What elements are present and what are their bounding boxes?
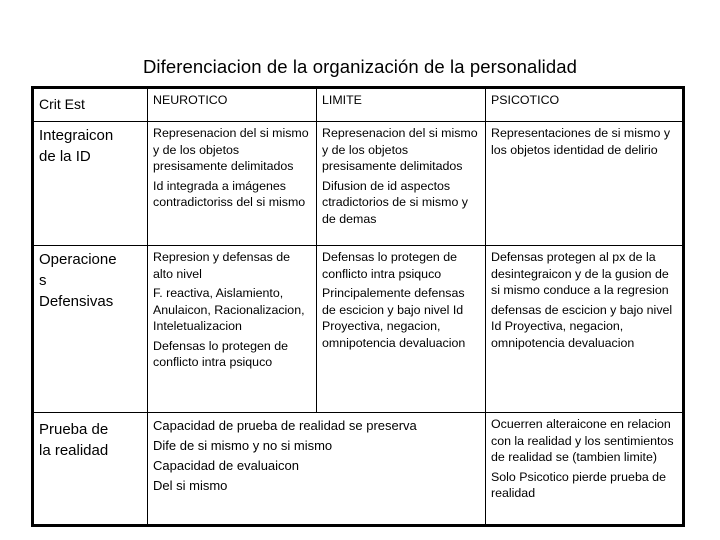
row-label-line: Integraicon	[39, 127, 114, 144]
cell-paragraph: Represenacion del si mismo y de los objetos presisamente delimitados	[322, 126, 478, 173]
cell-realidad-neurotico-limite	[148, 413, 486, 526]
cell-defensas-limite	[317, 246, 486, 413]
table-row	[33, 246, 684, 413]
cell-defensas-neurotico	[148, 246, 317, 413]
cell-integracion-neurotico	[148, 122, 317, 246]
cell-paragraph: defensas de escicion y bajo nivel Id Proyectiva, negacion, omnipotencia devaluacion	[491, 302, 673, 350]
cell-paragraph: Representaciones de si mismo y los objetos identidad de delirio	[491, 126, 671, 157]
cell-paragraph: Ocuerren alteraicone en relacion con la realidad y los sentimientos de realidad se (tambien limite)	[491, 417, 674, 464]
cell-realidad-psicotico	[486, 413, 684, 526]
cell-paragraph: Capacidad de evaluaicon	[153, 458, 299, 473]
page-title: Diferenciacion de la organización de la personalidad	[142, 56, 578, 77]
cell-paragraph: Dife de si mismo y no si mismo	[153, 438, 333, 453]
personality-table	[31, 86, 685, 527]
cell-paragraph: Represion y defensas de alto nivel	[153, 250, 291, 281]
row-label-line: s	[39, 272, 47, 289]
cell-defensas-psicotico	[486, 246, 684, 413]
cell-paragraph: Id integrada a imágenes contradictoriss del si mismo	[153, 178, 306, 209]
header-neurotico: NEUROTICO	[148, 88, 317, 122]
row-label-line: Operacione	[39, 251, 117, 268]
row-label-line: Defensivas	[39, 293, 114, 310]
row-label-line: de la ID	[39, 148, 91, 165]
header-row	[33, 88, 684, 122]
header-crit: Crit Est	[33, 88, 148, 122]
header-limite: LIMITE	[317, 88, 486, 122]
cell-paragraph: Defensas lo protegen de conflicto intra psiquco	[153, 338, 289, 369]
row-label-line: la realidad	[39, 442, 109, 459]
cell-paragraph: F. reactiva, Aislamiento, Anulaicon, Racionalizacion, Inteletualizacion	[153, 286, 305, 333]
table-row	[33, 413, 684, 526]
cell-paragraph: Difusion de id aspectos ctradictorios de si mismo y de demas	[322, 178, 468, 226]
cell-integracion-psicotico	[486, 122, 684, 246]
cell-paragraph: Del si mismo	[153, 478, 228, 493]
row-label-defensas	[33, 246, 148, 413]
cell-paragraph: Defensas lo protegen de conflicto intra psiquco	[322, 250, 458, 281]
cell-paragraph: Solo Psicotico pierde prueba de realidad	[491, 469, 666, 500]
cell-paragraph: Capacidad de prueba de realidad se preserva	[153, 418, 417, 433]
header-psicotico: PSICOTICO	[486, 88, 684, 122]
row-label-line: Prueba de	[39, 421, 109, 438]
table-row	[33, 122, 684, 246]
cell-paragraph: Represenacion del si mismo y de los objetos presisamente delimitados	[153, 126, 309, 173]
row-label-realidad	[33, 413, 148, 526]
cell-paragraph: Principalemente defensas de escicion y bajo nivel Id Proyectiva, negacion, omnipotencia devaluacion	[322, 286, 466, 350]
cell-paragraph: Defensas protegen al px de la desintegraicon y de la gusion de si mismo conduce a la regresion	[491, 250, 669, 297]
row-label-integracion	[33, 122, 148, 246]
cell-integracion-limite	[317, 122, 486, 246]
